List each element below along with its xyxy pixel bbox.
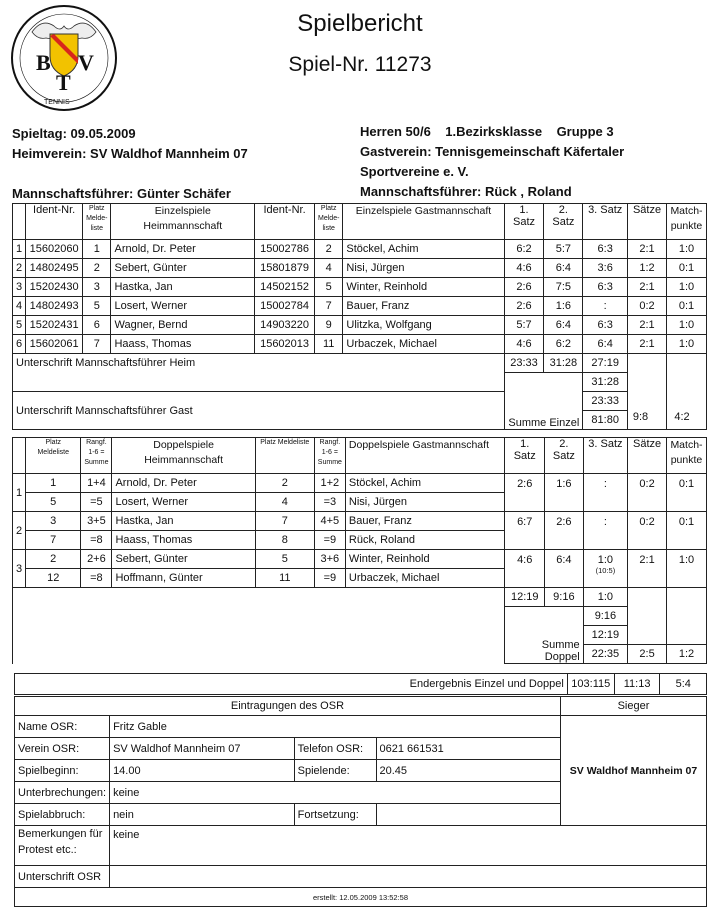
home-captain: Mannschaftsführer: Günter Schäfer: [12, 186, 231, 201]
table-row: [13, 259, 707, 278]
col-home-rang: Rangf. 1-6 = Summe: [81, 438, 112, 474]
cell-s1: 2:6: [504, 297, 544, 316]
sum-doubles-label: Summe Doppel: [505, 607, 583, 664]
cell-guest-player: Urbaczek, Michael: [345, 569, 504, 588]
table-row: [13, 335, 707, 354]
cell-home-player: Arnold, Dr. Peter: [112, 474, 255, 493]
cell-mp: 0:1: [666, 297, 706, 316]
cell-hname: Arnold, Dr. Peter: [111, 240, 255, 259]
svg-text:TENNIS: TENNIS: [44, 99, 70, 106]
col-set1: 1. Satz: [504, 204, 544, 240]
col-home-pair: Doppelspiele Heimmannschaft: [112, 438, 255, 474]
total-set3: 1:0: [583, 588, 628, 607]
cell-gname: Bauer, Franz: [343, 297, 504, 316]
cell-hid: 15602061: [26, 335, 83, 354]
cell-gp: 9: [315, 316, 343, 335]
continuation[interactable]: [376, 804, 560, 826]
cell-home-platz: 1: [26, 474, 81, 493]
col-home-player: Einzelspiele Heimmannschaft: [111, 204, 255, 240]
table-row: [13, 474, 707, 493]
col-home-platz: Platz Meldeliste: [26, 438, 81, 474]
end-time[interactable]: 20.45: [376, 760, 560, 782]
osr-signature[interactable]: [110, 866, 707, 888]
cell-s3: :: [583, 297, 628, 316]
cell-n: 2: [13, 259, 26, 278]
cell-sa: 1:2: [628, 259, 667, 278]
cell-s3: 6:3: [583, 240, 628, 259]
cell-gid: 15602013: [255, 335, 315, 354]
cell-gid: 14903220: [255, 316, 315, 335]
match-number: 2: [13, 512, 26, 550]
cell-gid: 15801879: [255, 259, 315, 278]
guest-club: Gastverein: Tennisgemeinschaft Käfertaler: [360, 144, 625, 159]
cell-guest-rang: 3+6: [314, 550, 345, 569]
cell-hname: Hastka, Jan: [111, 278, 255, 297]
total-set1: 12:19: [505, 588, 545, 607]
cell-gp: 7: [315, 297, 343, 316]
cell-mp: 1:0: [666, 278, 706, 297]
svg-text:T: T: [56, 70, 71, 95]
cell-home-platz: 7: [26, 531, 81, 550]
matchday: Spieltag: 09.05.2009: [12, 126, 136, 141]
cell-home-rang: 1+4: [81, 474, 112, 493]
cell-s2: 2:6: [545, 512, 584, 550]
cell-s3: 1:0 (10:5): [583, 550, 628, 588]
cell-gp: 5: [315, 278, 343, 297]
winner: SV Waldhof Mannheim 07: [560, 716, 706, 826]
cell-guest-player: Stöckel, Achim: [345, 474, 504, 493]
final-games: 103:115: [567, 674, 614, 695]
cell-n: 5: [13, 316, 26, 335]
col-guest-ident: Ident-Nr.: [255, 204, 315, 240]
cell-s2: 1:6: [544, 297, 583, 316]
cell-n: 4: [13, 297, 26, 316]
game-number: Spiel-Nr. 11273: [288, 53, 432, 76]
col-guest-rang: Rangf. 1-6 = Summe: [314, 438, 345, 474]
cell-n: 1: [13, 240, 26, 259]
cell-n: 6: [13, 335, 26, 354]
sum-singles-saetze: 9:8: [632, 411, 649, 423]
cell-home-rang: =8: [81, 569, 112, 588]
col-saetze: Sätze: [628, 204, 667, 240]
cell-sa: 0:2: [628, 297, 667, 316]
start-time[interactable]: 14.00: [110, 760, 295, 782]
remarks[interactable]: keine: [110, 826, 707, 866]
cell-s2: 5:7: [544, 240, 583, 259]
interruptions[interactable]: keine: [110, 782, 561, 804]
cell-home-player: Sebert, Günter: [112, 550, 255, 569]
cell-hname: Sebert, Günter: [111, 259, 255, 278]
cell-home-player: Haass, Thomas: [112, 531, 255, 550]
col-guest-platz: Platz Melde-liste: [315, 204, 343, 240]
sum-singles-label: Summe Einzel: [504, 373, 583, 430]
home-club: Heimverein: SV Waldhof Mannheim 07: [12, 146, 248, 161]
cell-home-platz: 3: [26, 512, 81, 531]
cell-hp: 5: [83, 297, 111, 316]
cell-s2: 6:4: [544, 316, 583, 335]
cell-s2: 6:4: [545, 550, 584, 588]
cell-s2: 6:2: [544, 335, 583, 354]
cell-s2: 7:5: [544, 278, 583, 297]
osr-club[interactable]: SV Waldhof Mannheim 07: [110, 738, 295, 760]
cell-sa: 0:2: [628, 512, 667, 550]
cell-guest-platz: 11: [255, 569, 314, 588]
total-set3: 27:19: [583, 354, 628, 373]
cell-mp: 1:0: [666, 335, 706, 354]
btv-logo-icon: [10, 4, 118, 112]
table-row: [13, 240, 707, 259]
sum-singles-games: 81:80: [583, 411, 628, 430]
cell-s3: 3:6: [583, 259, 628, 278]
page-title: Spielbericht: [297, 10, 423, 37]
col-home-platz: Platz Melde-liste: [83, 204, 111, 240]
cell-gp: 11: [315, 335, 343, 354]
cell-hp: 3: [83, 278, 111, 297]
created-timestamp: erstellt: 12.05.2009 13:52:58: [15, 888, 707, 907]
cell-mp: 0:1: [666, 474, 706, 512]
cell-mp: 1:0: [666, 240, 706, 259]
match-number: 3: [13, 550, 26, 588]
sum-singles-mp: 4:2: [674, 411, 690, 423]
match-abort[interactable]: nein: [110, 804, 295, 826]
final-label: Endergebnis Einzel und Doppel: [15, 674, 568, 695]
cell-gname: Urbaczek, Michael: [343, 335, 504, 354]
total-set1: 23:33: [504, 354, 544, 373]
cell-mp: 1:0: [666, 550, 706, 588]
cell-s1: 2:6: [505, 474, 545, 512]
cell-guest-rang: =9: [314, 569, 345, 588]
cell-s3: 6:3: [583, 278, 628, 297]
total-set2: 31:28: [544, 354, 583, 373]
cell-sa: 2:1: [628, 550, 667, 588]
doubles-table: Platz Meldeliste Rangf. 1-6 = Summe Doppelspiele Heimmannschaft Platz Meldeliste Rangf. 1-6 = Summe Doppelspiele Gastmannschaft 1. Satz 2. Satz 3. Satz Sätze Match-punkte 1 1 1+4 Arnold, Dr. Peter 2 1+2 Stöckel, Achim 2:6 1:6 : 0:2 0:1 5 =5 Losert, Werner 4 =3 Nisi, Jürgen 2 3 3+5 Hastka, Jan 7 4+5 Bauer, Franz 6:7 2:6 : 0:2 0:1 7 =8 Haass, Thomas 8 =9 Rück, Roland 3 2 2+6 Sebert, Günter 5 3+6 Winter, Reinhold 4:6 6:4 1:0 (10:5) 2:1 1:0 12 =8 Hoffmann, Günter 11 =9 Urbaczek, Michael 12:19 9:16 1:0 Summe Doppel 9:16 12:19 22:35 2:5 1:2: [12, 437, 707, 664]
winner-label: Sieger: [560, 697, 706, 716]
col-set3: 3. Satz: [583, 204, 628, 240]
cell-hname: Wagner, Bernd: [111, 316, 255, 335]
cell-s3: :: [583, 512, 628, 550]
cell-hp: 1: [83, 240, 111, 259]
cell-gid: 15002786: [255, 240, 315, 259]
cell-gp: 4: [315, 259, 343, 278]
col-num: [13, 204, 26, 240]
cell-guest-player: Winter, Reinhold: [345, 550, 504, 569]
cell-s1: 4:6: [504, 259, 544, 278]
cell-hid: 15202430: [26, 278, 83, 297]
svg-text:B: B: [36, 50, 51, 75]
cell-home-rang: 3+5: [81, 512, 112, 531]
cell-guest-player: Rück, Roland: [345, 531, 504, 550]
osr-name[interactable]: Fritz Gable: [110, 716, 561, 738]
cell-gid: 14502152: [255, 278, 315, 297]
cell-home-player: Losert, Werner: [112, 493, 255, 512]
col-set2: 2. Satz: [544, 204, 583, 240]
cell-home-player: Hastka, Jan: [112, 512, 255, 531]
cell-guest-platz: 8: [255, 531, 314, 550]
cell-gname: Stöckel, Achim: [343, 240, 504, 259]
cell-sa: 2:1: [628, 278, 667, 297]
table-row: [13, 512, 707, 531]
guest-club-cont: Sportvereine e. V.: [360, 164, 469, 179]
cell-hid: 15202431: [26, 316, 83, 335]
cell-sa: 2:1: [628, 240, 667, 259]
sign-home-cell[interactable]: Unterschrift Mannschaftsführer Heim: [13, 354, 505, 392]
cell-guest-player: Bauer, Franz: [345, 512, 504, 531]
cell-hp: 2: [83, 259, 111, 278]
match-number: 1: [13, 474, 26, 512]
cell-s3: 6:4: [583, 335, 628, 354]
cell-s1: 4:6: [505, 550, 545, 588]
cell-sa: 2:1: [628, 335, 667, 354]
cell-sa: 2:1: [628, 316, 667, 335]
guest-captain: Mannschaftsführer: Rück , Roland: [360, 184, 572, 199]
osr-title: Eintragungen des OSR: [15, 697, 561, 716]
cell-home-rang: =5: [81, 493, 112, 512]
osr-table: Eintragungen des OSR Sieger Name OSR: Fritz Gable SV Waldhof Mannheim 07 Verein OSR: SV Waldhof Mannheim 07 Telefon OSR: 0621 661531 Spielbeginn: 14.00 Spielende: 20.45 Unterbrechungen: keine Spielabbruch: nein Fortsetzung: Bemerkungen für Protest etc.: keine Unterschrift OSR erstellt: 12.05.2009 13:52:58: [14, 696, 707, 907]
col-guest-platz: Platz Meldeliste: [255, 438, 314, 474]
cell-hid: 14802495: [26, 259, 83, 278]
singles-table: Ident-Nr. Platz Melde-liste Einzelspiele Heimmannschaft Ident-Nr. Platz Melde-liste Einzelspiele Gastmannschaft 1. Satz 2. Satz 3. Satz Sätze Match-punkte 1 15602060 1 Arnold, Dr. Peter 15002786 2 Stöckel, Achim 6:2 5:7 6:3 2:1 1:0 2 14802495 2 Sebert, Günter 15801879 4 Nisi, Jürgen 4:6 6:4 3:6 1:2 0:1 3 15202430 3 Hastka, Jan 14502152 5 Winter, Reinhold 2:6 7:5 6:3 2:1 1:0 4 14802493 5 Losert, Werner 15002784 7 Bauer, Franz 2:6 1:6 : 0:2 0:1 5 15202431 6 Wagner, Bernd 14903220 9 Ulitzka, Wolfgang 5:7 6:4 6:3 2:1 1:0 6 15602061 7 Haass, Thomas 15602013 11 Urbaczek, Michael 4:6 6:2 6:4 2:1 1:0 Unterschrift Mannschaftsführer Heim 23:33 31:28 27:19 Summe Einzel 31:28 Unterschrift Mannschaftsführer Gast 23:33 81:80: [12, 203, 707, 430]
cell-guest-platz: 4: [255, 493, 314, 512]
league-info: Herren 50/6 1.Bezirksklasse Gruppe 3: [360, 124, 614, 139]
cell-s1: 2:6: [504, 278, 544, 297]
cell-s1: 6:7: [505, 512, 545, 550]
cell-n: 3: [13, 278, 26, 297]
svg-text:V: V: [78, 50, 94, 75]
table-row: [13, 297, 707, 316]
col-guest-pair: Doppelspiele Gastmannschaft: [345, 438, 504, 474]
cell-home-platz: 12: [26, 569, 81, 588]
cell-gname: Nisi, Jürgen: [343, 259, 504, 278]
cell-mp: 0:1: [666, 259, 706, 278]
cell-mp: 1:0: [666, 316, 706, 335]
osr-phone[interactable]: 0621 661531: [376, 738, 560, 760]
cell-hid: 14802493: [26, 297, 83, 316]
col-guest-player: Einzelspiele Gastmannschaft: [343, 204, 504, 240]
final-saetze: 11:13: [614, 674, 660, 695]
cell-s3: 6:3: [583, 316, 628, 335]
cell-s1: 6:2: [504, 240, 544, 259]
cell-guest-platz: 5: [255, 550, 314, 569]
cell-home-rang: =8: [81, 531, 112, 550]
cell-guest-player: Nisi, Jürgen: [345, 493, 504, 512]
cell-guest-rang: 1+2: [314, 474, 345, 493]
cell-guest-platz: 2: [255, 474, 314, 493]
sum-doubles-mp: 1:2: [666, 645, 706, 664]
cell-gname: Ulitzka, Wolfgang: [343, 316, 504, 335]
cell-hp: 7: [83, 335, 111, 354]
cell-gid: 15002784: [255, 297, 315, 316]
cell-gname: Winter, Reinhold: [343, 278, 504, 297]
cell-s1: 4:6: [504, 335, 544, 354]
cell-s3: :: [583, 474, 628, 512]
cell-hid: 15602060: [26, 240, 83, 259]
sign-guest-cell[interactable]: Unterschrift Mannschaftsführer Gast: [13, 392, 505, 430]
cell-sa: 0:2: [628, 474, 667, 512]
table-row: [13, 316, 707, 335]
cell-hp: 6: [83, 316, 111, 335]
cell-guest-rang: =3: [314, 493, 345, 512]
cell-home-platz: 2: [26, 550, 81, 569]
sum-doubles-saetze: 2:5: [628, 645, 667, 664]
final-result: [14, 673, 707, 695]
cell-guest-rang: =9: [314, 531, 345, 550]
cell-home-platz: 5: [26, 493, 81, 512]
cell-guest-platz: 7: [255, 512, 314, 531]
cell-hname: Losert, Werner: [111, 297, 255, 316]
col-matchpoints: Match-punkte: [666, 204, 706, 240]
final-mp: 5:4: [660, 674, 707, 695]
cell-guest-rang: 4+5: [314, 512, 345, 531]
cell-s2: 1:6: [545, 474, 584, 512]
total-set2: 9:16: [545, 588, 584, 607]
cell-mp: 0:1: [666, 512, 706, 550]
table-row: [13, 278, 707, 297]
sum-doubles-games: 22:35: [583, 645, 628, 664]
cell-hname: Haass, Thomas: [111, 335, 255, 354]
table-row: [13, 550, 707, 569]
col-home-ident: Ident-Nr.: [26, 204, 83, 240]
cell-s2: 6:4: [544, 259, 583, 278]
cell-home-player: Hoffmann, Günter: [112, 569, 255, 588]
cell-home-rang: 2+6: [81, 550, 112, 569]
cell-gp: 2: [315, 240, 343, 259]
cell-s1: 5:7: [504, 316, 544, 335]
